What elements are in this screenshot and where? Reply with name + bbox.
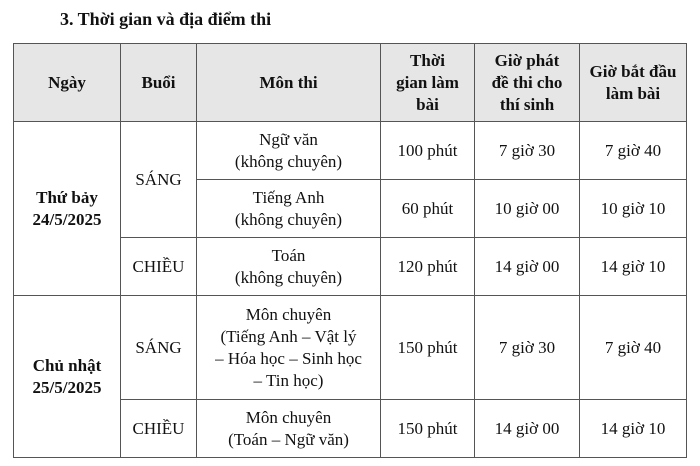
start-time-cell: 7 giờ 40	[580, 122, 687, 180]
exam-schedule-table	[13, 43, 687, 458]
day-cell: Thứ bảy 24/5/2025	[14, 122, 121, 296]
subject-cell: Môn chuyên (Tiếng Anh – Vật lý – Hóa học – Sinh học – Tin học)	[197, 296, 381, 400]
duration-cell: 150 phút	[381, 296, 475, 400]
duration-cell: 120 phút	[381, 238, 475, 296]
duration-cell: 60 phút	[381, 180, 475, 238]
distribute-time-cell: 14 giờ 00	[475, 400, 580, 458]
distribute-time-cell: 10 giờ 00	[475, 180, 580, 238]
header-start-time: Giờ bắt đầu làm bài	[580, 44, 687, 122]
distribute-time-cell: 14 giờ 00	[475, 238, 580, 296]
table-header-row	[14, 44, 687, 122]
distribute-time-cell: 7 giờ 30	[475, 122, 580, 180]
header-day: Ngày	[14, 44, 121, 122]
session-cell: CHIỀU	[121, 238, 197, 296]
header-distribute-time: Giờ phát đề thi cho thí sinh	[475, 44, 580, 122]
table-row	[14, 122, 687, 180]
table-row	[14, 296, 687, 400]
duration-cell: 100 phút	[381, 122, 475, 180]
subject-cell: Toán (không chuyên)	[197, 238, 381, 296]
section-heading: 3. Thời gian và địa điểm thi	[60, 9, 272, 29]
subject-cell: Môn chuyên (Toán – Ngữ văn)	[197, 400, 381, 458]
day-cell: Chủ nhật 25/5/2025	[14, 296, 121, 458]
subject-cell: Ngữ văn (không chuyên)	[197, 122, 381, 180]
start-time-cell: 14 giờ 10	[580, 400, 687, 458]
start-time-cell: 14 giờ 10	[580, 238, 687, 296]
header-duration: Thời gian làm bài	[381, 44, 475, 122]
session-cell: SÁNG	[121, 122, 197, 238]
session-cell: CHIỀU	[121, 400, 197, 458]
header-subject: Môn thi	[197, 44, 381, 122]
duration-cell: 150 phút	[381, 400, 475, 458]
start-time-cell: 7 giờ 40	[580, 296, 687, 400]
subject-cell: Tiếng Anh (không chuyên)	[197, 180, 381, 238]
distribute-time-cell: 7 giờ 30	[475, 296, 580, 400]
session-cell: SÁNG	[121, 296, 197, 400]
header-session: Buổi	[121, 44, 197, 122]
start-time-cell: 10 giờ 10	[580, 180, 687, 238]
